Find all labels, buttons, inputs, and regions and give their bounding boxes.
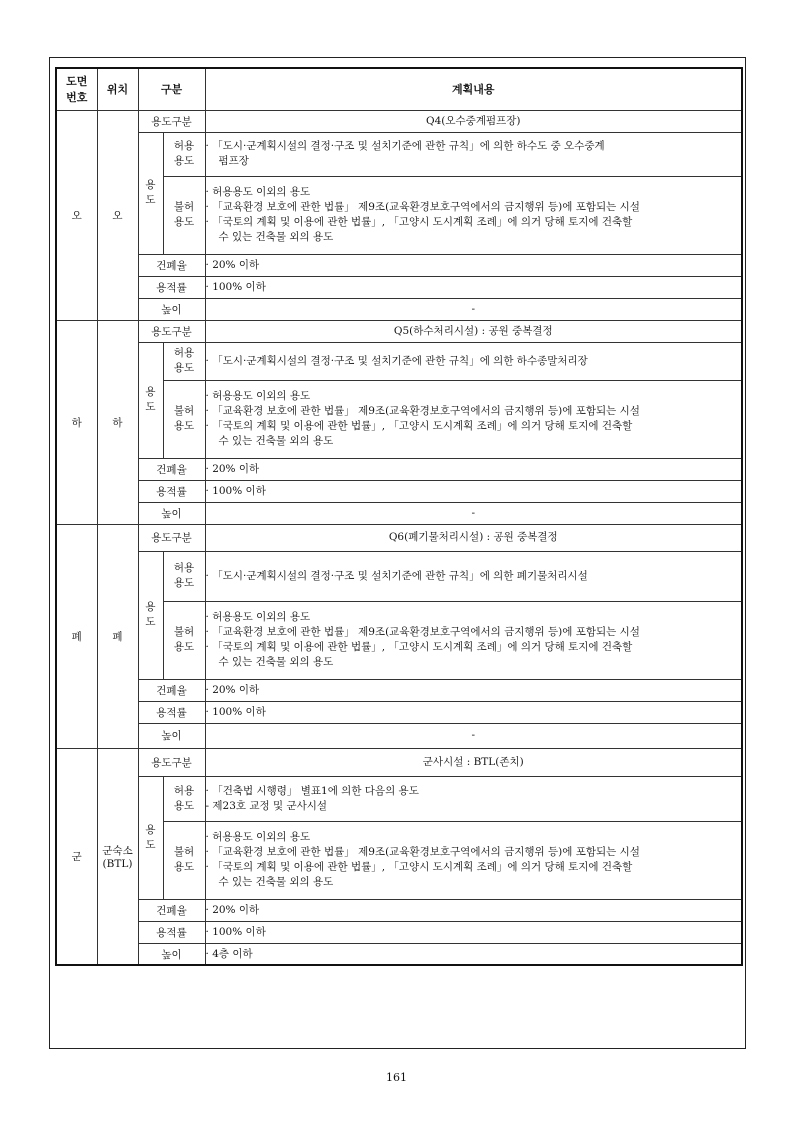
disallowed-content: [205, 380, 742, 458]
coverage-row: [56, 679, 742, 701]
content-line: · 「교육환경 보호에 관한 법률」 제9조(교육환경보호구역에서의 금지행위 등)에 포함되는 시설: [205, 201, 640, 213]
section-row: [56, 110, 742, 132]
header-location: 위치: [97, 68, 138, 110]
drawing-no-cell: 하: [56, 320, 97, 524]
page-number: 161: [386, 1071, 407, 1084]
content-line: · 「교육환경 보호에 관한 법률」 제9조(교육환경보호구역에서의 금지행위 등)에 포함되는 시설: [205, 405, 640, 417]
drawing-no-cell: 오: [56, 110, 97, 320]
header-row: [56, 68, 742, 110]
height-row: [56, 502, 742, 524]
use-category-value: Q6(폐기물처리시설) : 공원 중복결정: [205, 524, 742, 551]
header-category: 구분: [138, 68, 205, 110]
content-line: · 「국토의 계획 및 이용에 관한 법률」, 「고양시 도시계획 조례」에 의거 당해 토지에 건축할: [205, 861, 633, 873]
content-line: · 「국토의 계획 및 이용에 관한 법률」, 「고양시 도시계획 조례」에 의거 당해 토지에 건축할: [205, 641, 633, 653]
content-line: 수 있는 건축물 외의 용도: [218, 656, 334, 668]
coverage-label: 건폐율: [138, 679, 205, 701]
height-value: -: [205, 723, 742, 748]
section-row: [56, 320, 742, 342]
height-label: 높이: [138, 298, 205, 320]
floor-ratio-row: [56, 276, 742, 298]
header-content: 계획내용: [205, 68, 742, 110]
allowed-row: [56, 776, 742, 821]
content-line: · 「도시·군계획시설의 결정·구조 및 설치기준에 관한 규칙」에 의한 하수도 중 오수중계: [205, 140, 605, 152]
height-row: [56, 723, 742, 748]
location-cell: 하: [97, 320, 138, 524]
allowed-row: [56, 551, 742, 601]
coverage-label: 건폐율: [138, 254, 205, 276]
location-line: (BTL): [102, 858, 133, 870]
coverage-row: [56, 458, 742, 480]
allowed-content: [205, 342, 742, 380]
allowed-row: [56, 342, 742, 380]
allowed-label: 허용 용도: [163, 551, 205, 601]
content-line: 수 있는 건축물 외의 용도: [218, 435, 334, 447]
content-line: 수 있는 건축물 외의 용도: [218, 231, 334, 243]
use-label: 용 도: [138, 132, 163, 254]
allowed-content: [205, 551, 742, 601]
height-label: 높이: [138, 943, 205, 965]
section-row: [56, 524, 742, 551]
disallowed-content: [205, 176, 742, 254]
floor-ratio-label: 용적률: [138, 701, 205, 723]
allowed-label: 허용 용도: [163, 132, 205, 176]
drawing-no-cell: 폐: [56, 524, 97, 748]
floor-ratio-row: [56, 701, 742, 723]
content-line: · 허용용도 이외의 용도: [205, 611, 311, 623]
coverage-label: 건폐율: [138, 899, 205, 921]
coverage-value: · 20% 이하: [205, 679, 742, 701]
section-row: [56, 748, 742, 776]
content-line: · 허용용도 이외의 용도: [205, 186, 311, 198]
coverage-row: [56, 254, 742, 276]
content-line: · 「국토의 계획 및 이용에 관한 법률」, 「고양시 도시계획 조례」에 의거 당해 토지에 건축할: [205, 216, 633, 228]
height-value: -: [205, 298, 742, 320]
disallowed-label: 불허 용도: [163, 176, 205, 254]
content-line: · 「도시·군계획시설의 결정·구조 및 설치기준에 관한 규칙」에 의한 하수종말처리장: [205, 354, 588, 367]
header-drawing-no: 도면 번호: [56, 68, 97, 110]
location-cell: 오: [97, 110, 138, 320]
use-label: 용 도: [138, 551, 163, 679]
content-line: · 허용용도 이외의 용도: [205, 831, 311, 843]
floor-ratio-label: 용적률: [138, 480, 205, 502]
use-category-label: 용도구분: [138, 320, 205, 342]
plan-table: [55, 67, 743, 966]
content-line: 펌프장: [218, 155, 249, 167]
floor-ratio-row: [56, 921, 742, 943]
drawing-no-cell: 군: [56, 748, 97, 965]
height-row: [56, 298, 742, 320]
use-category-value: Q5(하수처리시설) : 공원 중복결정: [205, 320, 742, 342]
use-category-label: 용도구분: [138, 748, 205, 776]
content-line: · 「국토의 계획 및 이용에 관한 법률」, 「고양시 도시계획 조례」에 의거 당해 토지에 건축할: [205, 420, 633, 432]
use-category-value: 군사시설 : BTL(존치): [205, 748, 742, 776]
content-line: 수 있는 건축물 외의 용도: [218, 876, 334, 888]
location-cell: 폐: [97, 524, 138, 748]
height-label: 높이: [138, 723, 205, 748]
content-line: · 「건축법 시행령」 별표1에 의한 다음의 용도: [205, 784, 419, 797]
content-line: - 제23호 교정 및 군사시설: [205, 799, 328, 812]
floor-ratio-value: · 100% 이하: [205, 921, 742, 943]
location-line: 군숙소: [102, 845, 133, 857]
content-line: · 「도시·군계획시설의 결정·구조 및 설치기준에 관한 규칙」에 의한 폐기물처리시설: [205, 569, 588, 582]
height-row: [56, 943, 742, 965]
height-value: -: [205, 502, 742, 524]
disallowed-label: 불허 용도: [163, 601, 205, 679]
location-cell: [97, 748, 138, 965]
floor-ratio-row: [56, 480, 742, 502]
height-value: · 4층 이하: [205, 943, 742, 965]
allowed-content: [205, 132, 742, 176]
content-line: · 허용용도 이외의 용도: [205, 390, 311, 402]
content-line: · 「교육환경 보호에 관한 법률」 제9조(교육환경보호구역에서의 금지행위 등)에 포함되는 시설: [205, 626, 640, 638]
coverage-row: [56, 899, 742, 921]
coverage-label: 건폐율: [138, 458, 205, 480]
use-category-value: Q4(오수중계펌프장): [205, 110, 742, 132]
height-label: 높이: [138, 502, 205, 524]
allowed-row: [56, 132, 742, 176]
disallowed-content: [205, 821, 742, 899]
disallowed-label: 불허 용도: [163, 821, 205, 899]
coverage-value: · 20% 이하: [205, 458, 742, 480]
floor-ratio-value: · 100% 이하: [205, 701, 742, 723]
allowed-label: 허용 용도: [163, 342, 205, 380]
disallowed-content: [205, 601, 742, 679]
floor-ratio-label: 용적률: [138, 921, 205, 943]
coverage-value: · 20% 이하: [205, 254, 742, 276]
allowed-content: [205, 776, 742, 821]
floor-ratio-label: 용적률: [138, 276, 205, 298]
floor-ratio-value: · 100% 이하: [205, 276, 742, 298]
content-line: · 「교육환경 보호에 관한 법률」 제9조(교육환경보호구역에서의 금지행위 등)에 포함되는 시설: [205, 846, 640, 858]
use-category-label: 용도구분: [138, 524, 205, 551]
use-category-label: 용도구분: [138, 110, 205, 132]
floor-ratio-value: · 100% 이하: [205, 480, 742, 502]
coverage-value: · 20% 이하: [205, 899, 742, 921]
use-label: 용 도: [138, 776, 163, 899]
use-label: 용 도: [138, 342, 163, 458]
disallowed-label: 불허 용도: [163, 380, 205, 458]
allowed-label: 허용 용도: [163, 776, 205, 821]
